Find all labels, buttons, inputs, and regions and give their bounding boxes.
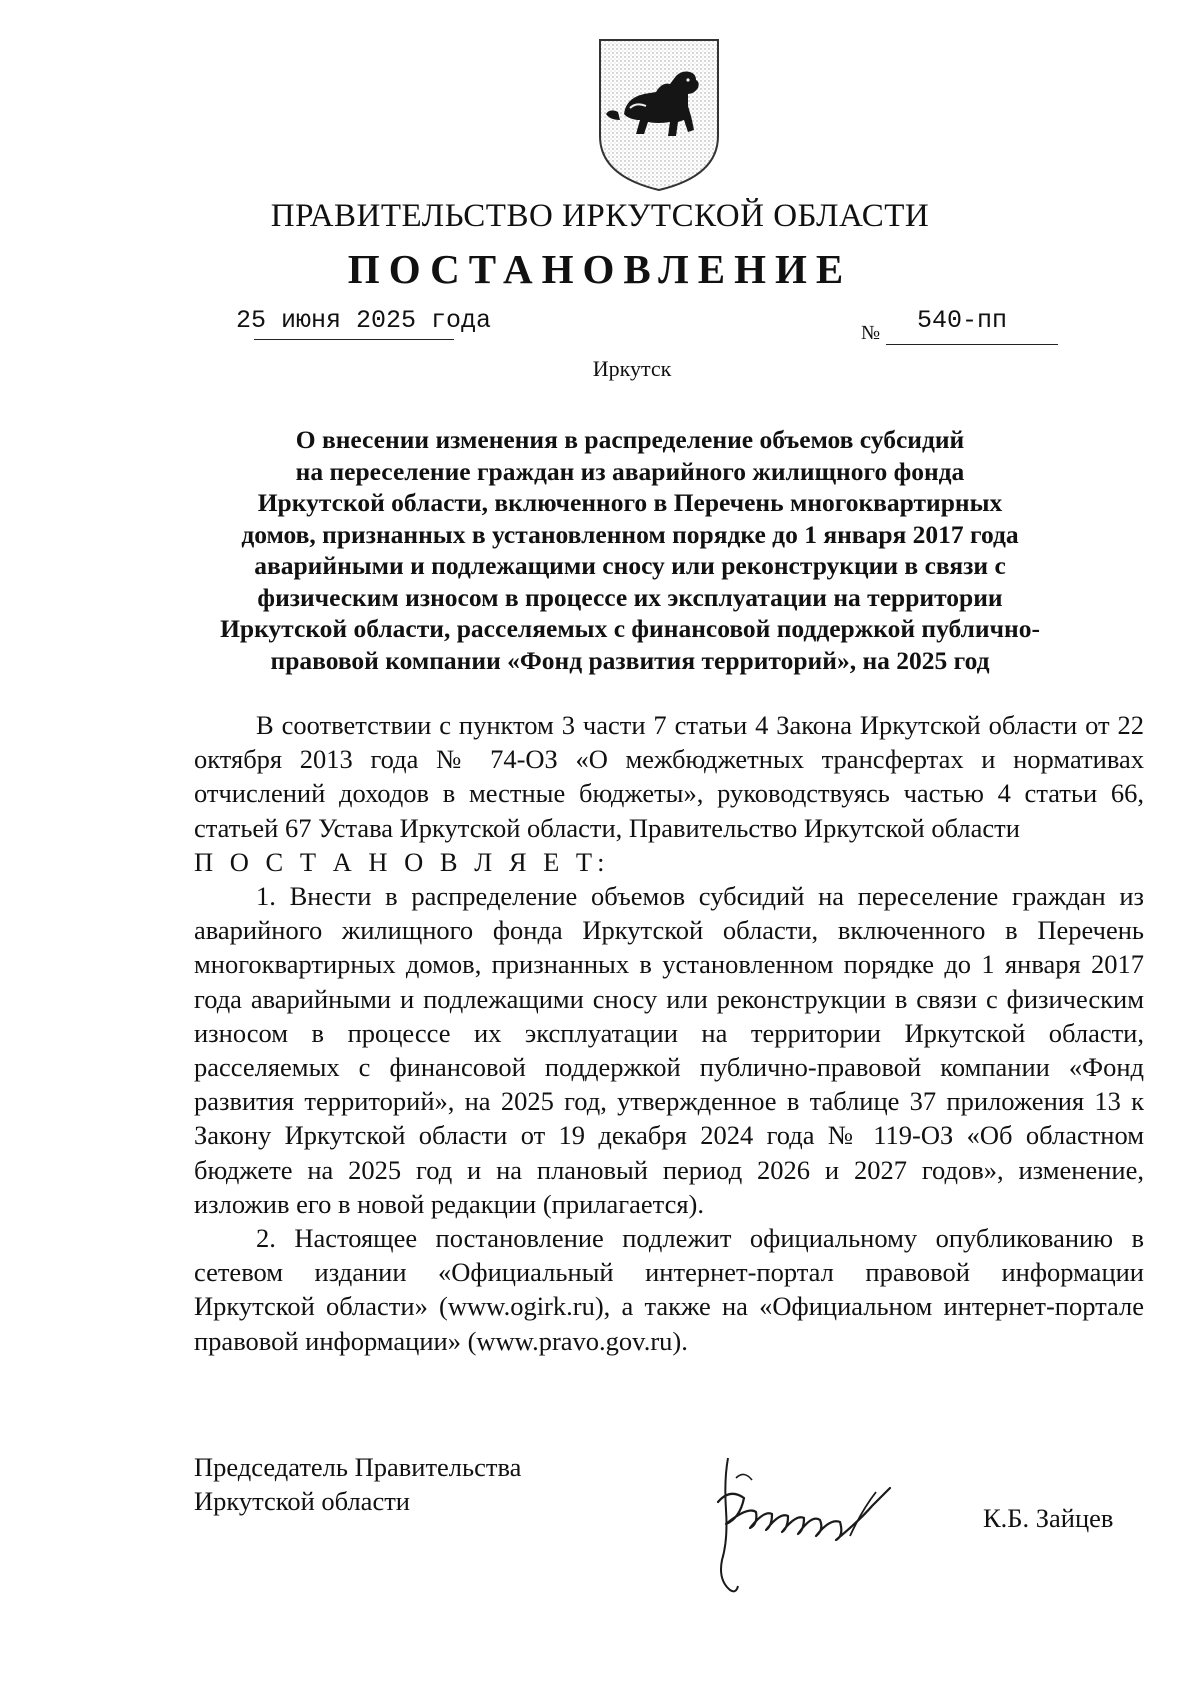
document-body xyxy=(194,708,1144,1358)
decree-word: П О С Т А Н О В Л Я Е Т: xyxy=(194,846,610,877)
signatory-name: К.Б. Зайцев xyxy=(983,1503,1114,1533)
title-line: Иркутской области, расселяемых с финансовой поддержкой публично- xyxy=(220,614,1040,643)
title-line: на переселение граждан из аварийного жилищного фонда xyxy=(295,456,965,486)
city-name: Иркутск xyxy=(592,356,672,381)
title-line: правовой компании «Фонд развития территорий», на 2025 год xyxy=(270,645,990,675)
document-number: 540-пп xyxy=(917,306,1008,335)
item-2-paragraph: 2. Настоящее постановление подлежит официальному опубликованию в сетевом издании «Официальный интернет-портал правовой информации Иркутской области» (www.ogirk.ru), а также на «Официальном интернет-портале правовой информации» (www.pravo.gov.ru). xyxy=(194,1223,1144,1356)
preamble-paragraph: В соответствии с пунктом 3 части 7 статьи 4 Закона Иркутской области от 22 октября 2013 года № 74-ОЗ «О межбюджетных трансфертах и нормативах отчислений доходов в местные бюджеты», руководствуясь частью 4 статьи 66, статьей 67 Устава Иркутской области, Правительство Иркутской области xyxy=(194,710,1144,843)
document-date: 25 июня 2025 года xyxy=(236,306,492,335)
document-title xyxy=(150,424,1110,676)
title-line: аварийными и подлежащими сносу или реконструкции в связи с xyxy=(254,551,1006,580)
title-line: О внесении изменения в распределение объемов субсидий xyxy=(295,425,965,454)
number-underline xyxy=(886,344,1058,345)
date-underline xyxy=(254,339,454,340)
document-type-heading: ПОСТАНОВЛЕНИЕ xyxy=(347,246,853,292)
position-line: Иркутской области xyxy=(194,1486,410,1516)
coat-of-arms-icon xyxy=(596,36,722,194)
item-1-paragraph: 1. Внести в распределение объемов субсидий на переселение граждан из аварийного жилищного фонда Иркутской области, включенного в Перечень многоквартирных домов, признанных в установленном порядке до 1 января 2017 года аварийными и подлежащими сносу или реконструкции в связи с физическим износом в процессе их эксплуатации на территории Иркутской области, расселяемых с финансовой поддержкой публично-правовой компании «Фонд развития территорий», на 2025 год, утвержденное в таблице 37 приложения 13 к Закону Иркутской области от 19 декабря 2024 года № 119-ОЗ «Об областном бюджете на 2025 год и на плановый период 2026 и 2027 годов», изменение, изложив его в новой редакции (прилагается). xyxy=(194,881,1144,1219)
position-line: Председатель Правительства xyxy=(194,1452,522,1482)
title-line: Иркутской области, включенного в Перечень многоквартирных xyxy=(257,488,1003,517)
handwritten-signature-icon xyxy=(700,1440,950,1600)
number-label: № xyxy=(861,322,881,344)
title-line: домов, признанных в установленном порядке до 1 января 2017 года xyxy=(241,519,1019,549)
organization-name: ПРАВИТЕЛЬСТВО ИРКУТСКОЙ ОБЛАСТИ xyxy=(270,198,930,234)
title-line: физическим износом в процессе их эксплуатации на территории xyxy=(257,582,1003,612)
signatory-position xyxy=(194,1450,521,1518)
